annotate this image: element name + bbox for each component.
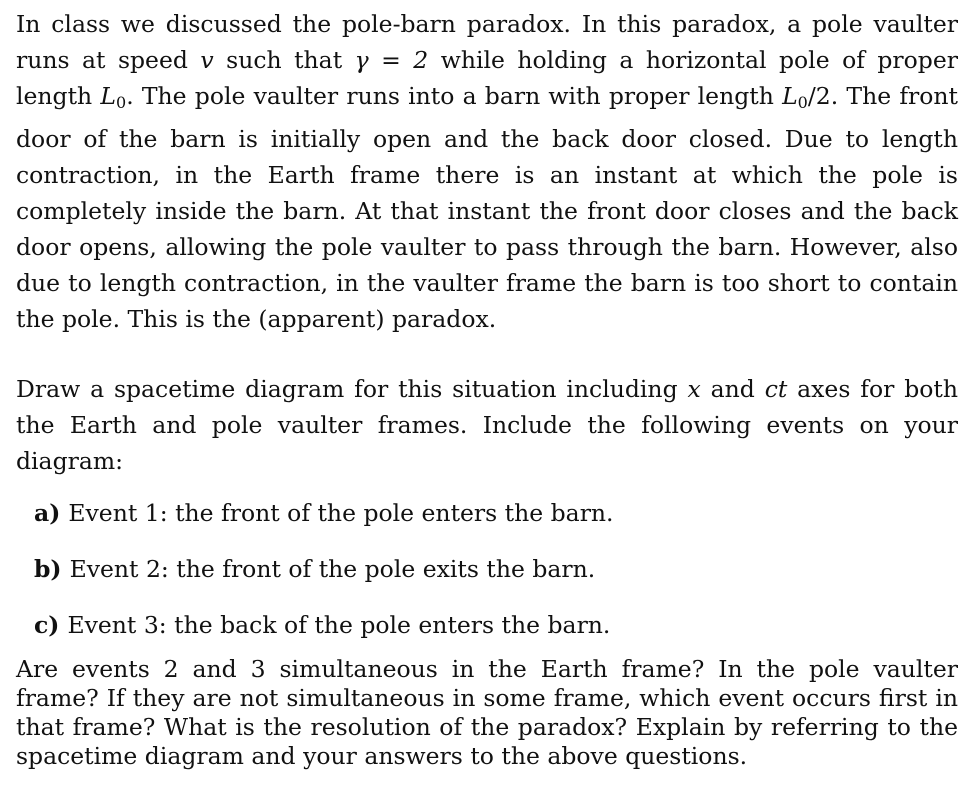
event-c-label: c) (34, 611, 60, 639)
ct-axis-symbol: ct (764, 375, 788, 403)
intro-text-5: /2. The front door of the barn is initially open and the back door closed. Due to length contraction, in the Earth frame there is an instant at which the pole is completely inside the barn. At that instant the front door closes and the back door opens, allowing the pole vaulter to pass through the barn. However, also due to length contraction, in the vaulter frame the barn is too short to contain the pole. This is the (apparent) paradox. (16, 82, 958, 333)
barn-length-symbol (782, 82, 808, 110)
x-axis-symbol: x (687, 375, 701, 403)
gamma-equation: γ = 2 (354, 46, 429, 74)
barn-length-subscript: 0 (797, 93, 808, 112)
pole-length-subscript: 0 (116, 93, 127, 112)
instructions-text-1: Draw a spacetime diagram for this situation including (16, 375, 688, 403)
events-list (16, 495, 958, 643)
questions-paragraph: Are events 2 and 3 simultaneous in the Earth frame? In the pole vaulter frame? If they are not simultaneous in some frame, which event occurs first in that frame? What is the resolution of the paradox? Explain by referring to the spacetime diagram and your answers to the above questions. (16, 655, 958, 770)
instructions-text-3: axes for both the Earth and pole vaulter frames. Include the following events on your diagram: (16, 375, 958, 475)
list-item (34, 607, 958, 643)
intro-text-2: such that (213, 46, 355, 74)
intro-text-1: In class we discussed the pole-barn paradox. In this paradox, a pole vaulter runs at speed (16, 10, 958, 74)
list-item (34, 551, 958, 587)
pole-length-symbol (100, 82, 126, 110)
intro-text-3: while holding a horizontal pole of proper length (16, 46, 958, 110)
pole-length-letter: L (100, 82, 116, 110)
instructions-text-2: and (700, 375, 765, 403)
problem-document (16, 6, 958, 771)
instructions-paragraph (16, 371, 958, 479)
event-a-text: Event 1: the front of the pole enters the barn. (68, 499, 614, 527)
event-a-label: a) (34, 499, 61, 527)
intro-text-4: . The pole vaulter runs into a barn with proper length (126, 82, 783, 110)
list-item (34, 495, 958, 531)
barn-length-letter: L (782, 82, 798, 110)
event-b-label: b) (34, 555, 62, 583)
velocity-symbol: v (200, 46, 214, 74)
intro-paragraph (16, 6, 958, 337)
event-c-text: Event 3: the back of the pole enters the barn. (67, 611, 611, 639)
event-b-text: Event 2: the front of the pole exits the barn. (69, 555, 596, 583)
